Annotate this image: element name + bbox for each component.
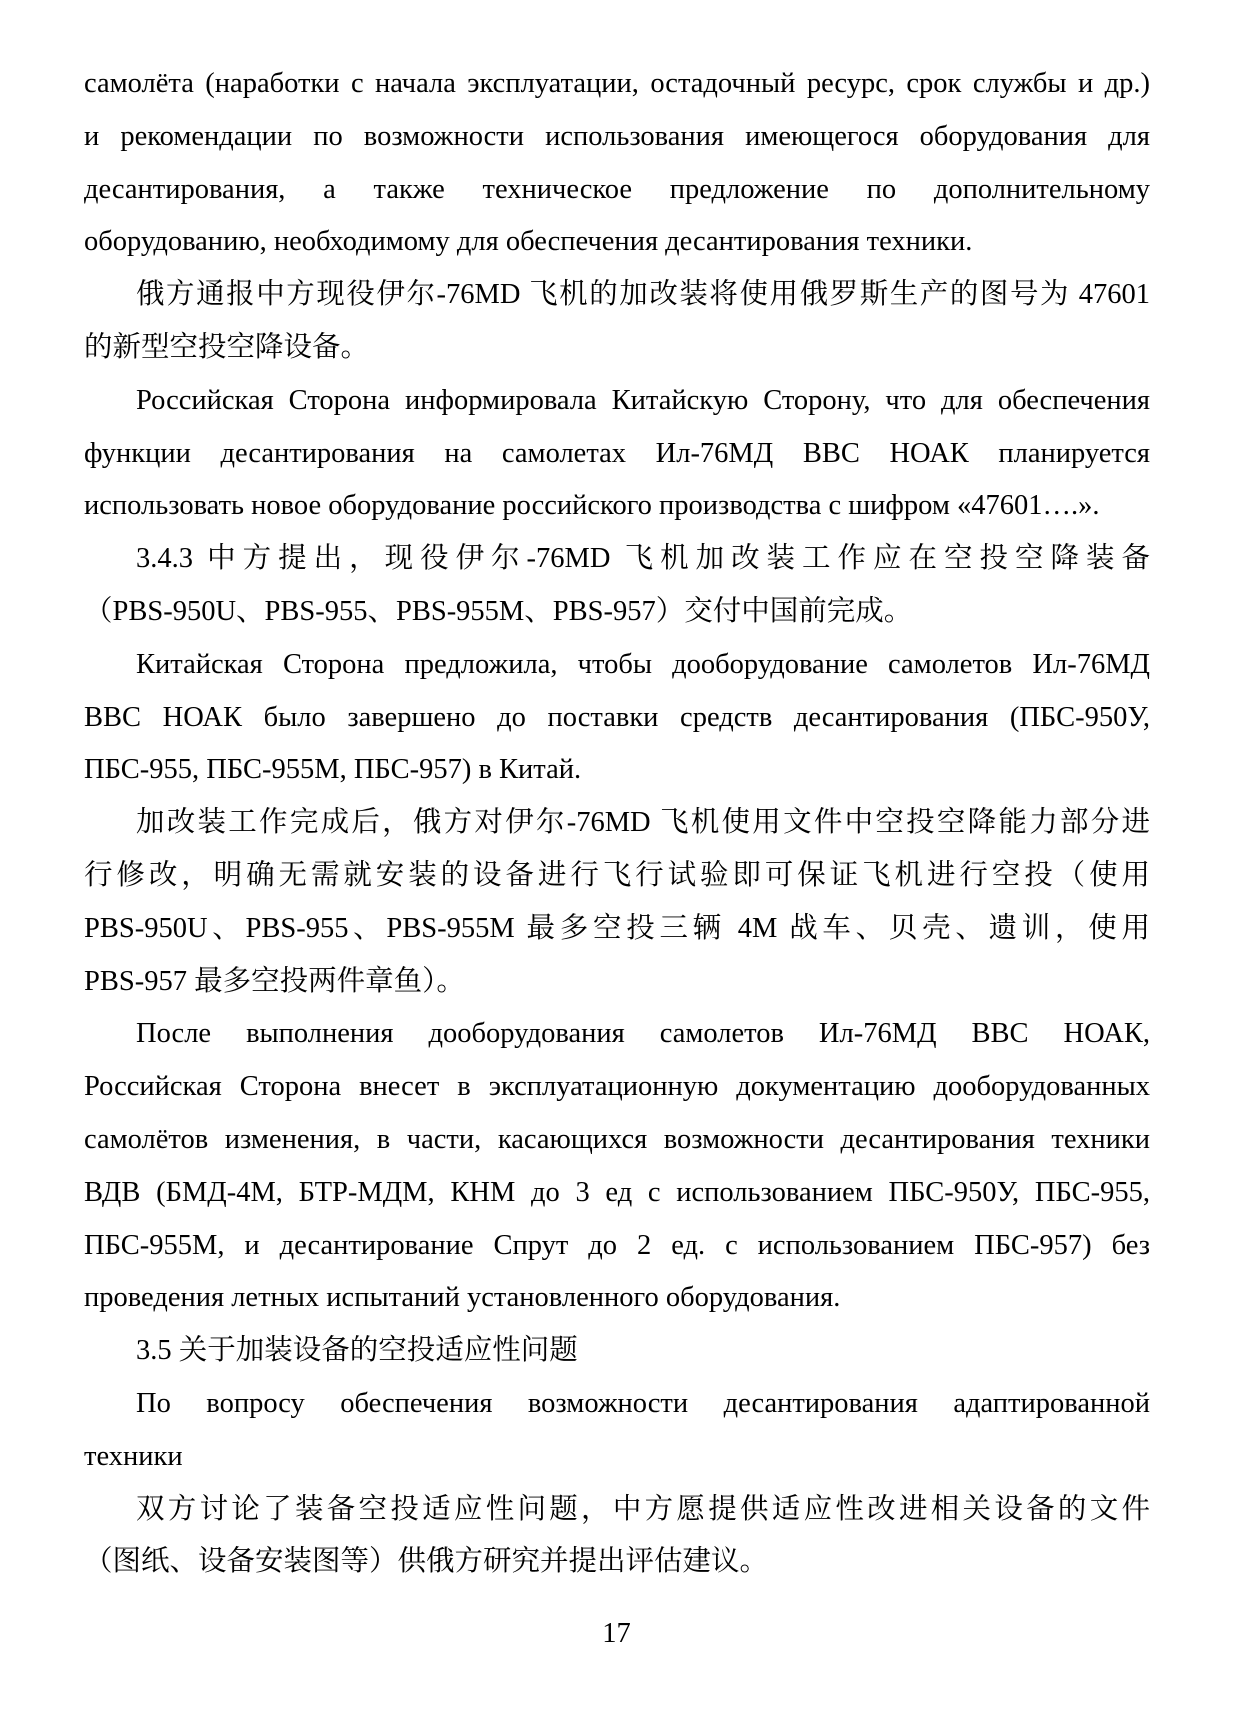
text-line: （图纸、设备安装图等）供俄方研究并提出评估建议。 xyxy=(84,1546,769,1578)
text-line: Китайская Сторона предложила, чтобы дооборудование самолетов Ил-76МД xyxy=(136,648,1150,680)
text-line: 俄方通报中方现役伊尔-76MD 飞机的加改装将使用俄罗斯生产的图号为 47601 xyxy=(136,279,1150,311)
text-line: функции десантирования на самолетах Ил-76МД ВВС НОАК планируется xyxy=(84,437,1150,469)
text-line: Российская Сторона внесет в эксплуатационную документацию дооборудованных xyxy=(84,1071,1150,1103)
text-line: использовать новое оборудование российского производства с шифром «47601….». xyxy=(84,490,1100,522)
page-number: 17 xyxy=(602,1618,631,1649)
text-line: По вопросу обеспечения возможности десантирования адаптированной xyxy=(136,1387,1150,1419)
text-line: 行修改，明确无需就安装的设备进行飞行试验即可保证飞机进行空投（使用 xyxy=(84,859,1150,891)
text-line: ПБС-955М, и десантирование Спрут до 2 ед. с использованием ПБС-957) без xyxy=(84,1229,1150,1261)
text-line: самолётов изменения, в части, касающихся возможности десантирования техники xyxy=(84,1123,1150,1155)
text-line: （PBS-950U、PBS-955、PBS-955M、PBS-957）交付中国前完成。 xyxy=(84,595,913,627)
text-line: 3.4.3 中方提出，现役伊尔-76MD 飞机加改装工作应在空投空降装备 xyxy=(136,543,1150,575)
text-line: 3.5 关于加装设备的空投适应性问题 xyxy=(136,1335,578,1367)
text-line: ПБС-955, ПБС-955М, ПБС-957) в Китай. xyxy=(84,754,582,786)
text-line: оборудованию, необходимому для обеспечения десантирования техники. xyxy=(84,226,973,258)
document-body xyxy=(84,58,1150,1589)
text-line: ВВС НОАК было завершено до поставки средств десантирования (ПБС-950У, xyxy=(84,701,1150,733)
text-line: 双方讨论了装备空投适应性问题，中方愿提供适应性改进相关设备的文件 xyxy=(136,1493,1150,1525)
text-line: самолёта (наработки с начала эксплуатации, остадочный ресурс, срок службы и др.) xyxy=(84,68,1150,99)
text-line: PBS-957 最多空投两件章鱼）。 xyxy=(84,965,465,997)
text-line: ВДВ (БМД-4М, БТР-МДМ, КНМ до 3 ед с использованием ПБС-950У, ПБС-955, xyxy=(84,1176,1150,1208)
text-line: десантирования, а также техническое предложение по дополнительному xyxy=(84,173,1150,205)
text-line: и рекомендации по возможности использования имеющегося оборудования для xyxy=(84,120,1150,152)
text-line: После выполнения дооборудования самолетов Ил-76МД ВВС НОАК, xyxy=(136,1018,1150,1050)
text-line: 的新型空投空降设备。 xyxy=(84,331,370,363)
text-line: PBS-950U、PBS-955、PBS-955M 最多空投三辆 4M 战车、贝壳、遗训，使用 xyxy=(84,912,1150,944)
text-line: проведения летных испытаний установленного оборудования. xyxy=(84,1282,841,1314)
text-line: 加改装工作完成后，俄方对伊尔-76MD 飞机使用文件中空投空降能力部分进 xyxy=(136,807,1150,839)
text-line: техники xyxy=(84,1440,183,1472)
text-line: Российская Сторона информировала Китайскую Сторону, что для обеспечения xyxy=(136,384,1150,416)
